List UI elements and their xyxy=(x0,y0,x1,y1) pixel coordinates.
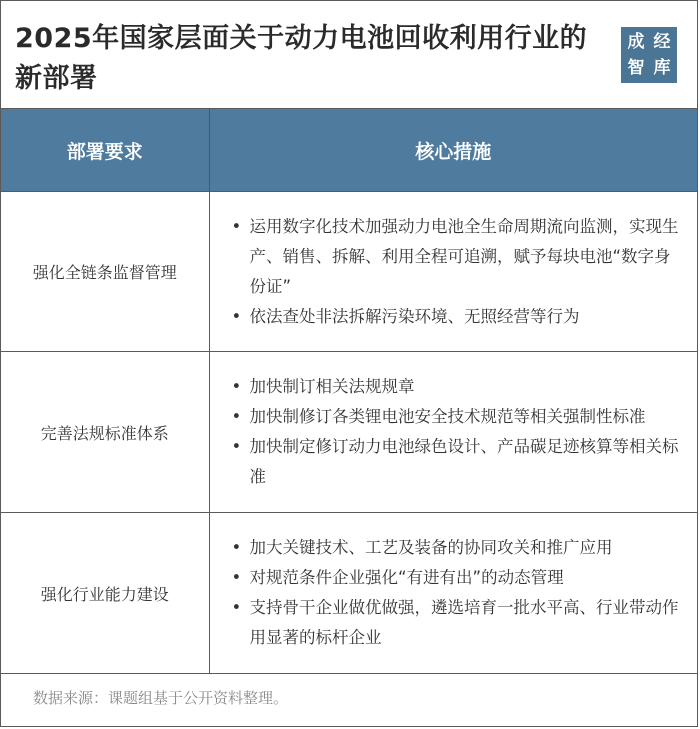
page-title: 2025年国家层面关于动力电池回收利用行业的新部署 xyxy=(15,23,588,94)
table-header-row xyxy=(1,109,697,192)
logo-char: 库 xyxy=(653,58,671,78)
column-header-measures: 核心措施 xyxy=(209,109,697,192)
measure-item: • 加快制定修订动力电池绿色设计、产品碳足迹核算等相关标准 xyxy=(230,432,686,492)
measure-item: • 对规范条件企业强化“有进有出”的动态管理 xyxy=(230,563,686,593)
logo-char: 智 xyxy=(627,58,645,78)
measures-list xyxy=(230,372,686,492)
measure-item: • 运用数字化技术加强动力电池全生命周期流向监测，实现生产、销售、拆解、利用全程可追溯，赋予每块电池“数字身份证” xyxy=(230,212,686,302)
measure-item: • 支持骨干企业做优做强，遴选培育一批水平高、行业带动作用显著的标杆企业 xyxy=(230,593,686,653)
requirement-cell: 强化行业能力建设 xyxy=(1,513,209,674)
brand-logo xyxy=(621,27,677,83)
measures-list xyxy=(230,533,686,653)
column-header-requirement: 部署要求 xyxy=(1,109,209,192)
measure-item: • 加快制修订各类锂电池安全技术规范等相关强制性标准 xyxy=(230,402,686,432)
deployment-table xyxy=(1,109,697,674)
logo-char: 成 xyxy=(627,32,645,52)
measures-cell xyxy=(209,192,697,352)
measure-item: • 加快制订相关法规规章 xyxy=(230,372,686,402)
title-area xyxy=(1,1,697,109)
measures-cell xyxy=(209,513,697,674)
logo-char: 经 xyxy=(653,32,671,52)
measure-item: • 依法查处非法拆解污染环境、无照经营等行为 xyxy=(230,302,686,332)
requirement-cell: 强化全链条监督管理 xyxy=(1,192,209,352)
table-row xyxy=(1,513,697,674)
table-row xyxy=(1,192,697,352)
table-row xyxy=(1,352,697,513)
measure-item: • 加大关键技术、工艺及装备的协同攻关和推广应用 xyxy=(230,533,686,563)
source-note: 数据来源：课题组基于公开资料整理。 xyxy=(33,689,289,707)
measures-cell xyxy=(209,352,697,513)
requirement-cell: 完善法规标准体系 xyxy=(1,352,209,513)
measures-list xyxy=(230,212,686,332)
